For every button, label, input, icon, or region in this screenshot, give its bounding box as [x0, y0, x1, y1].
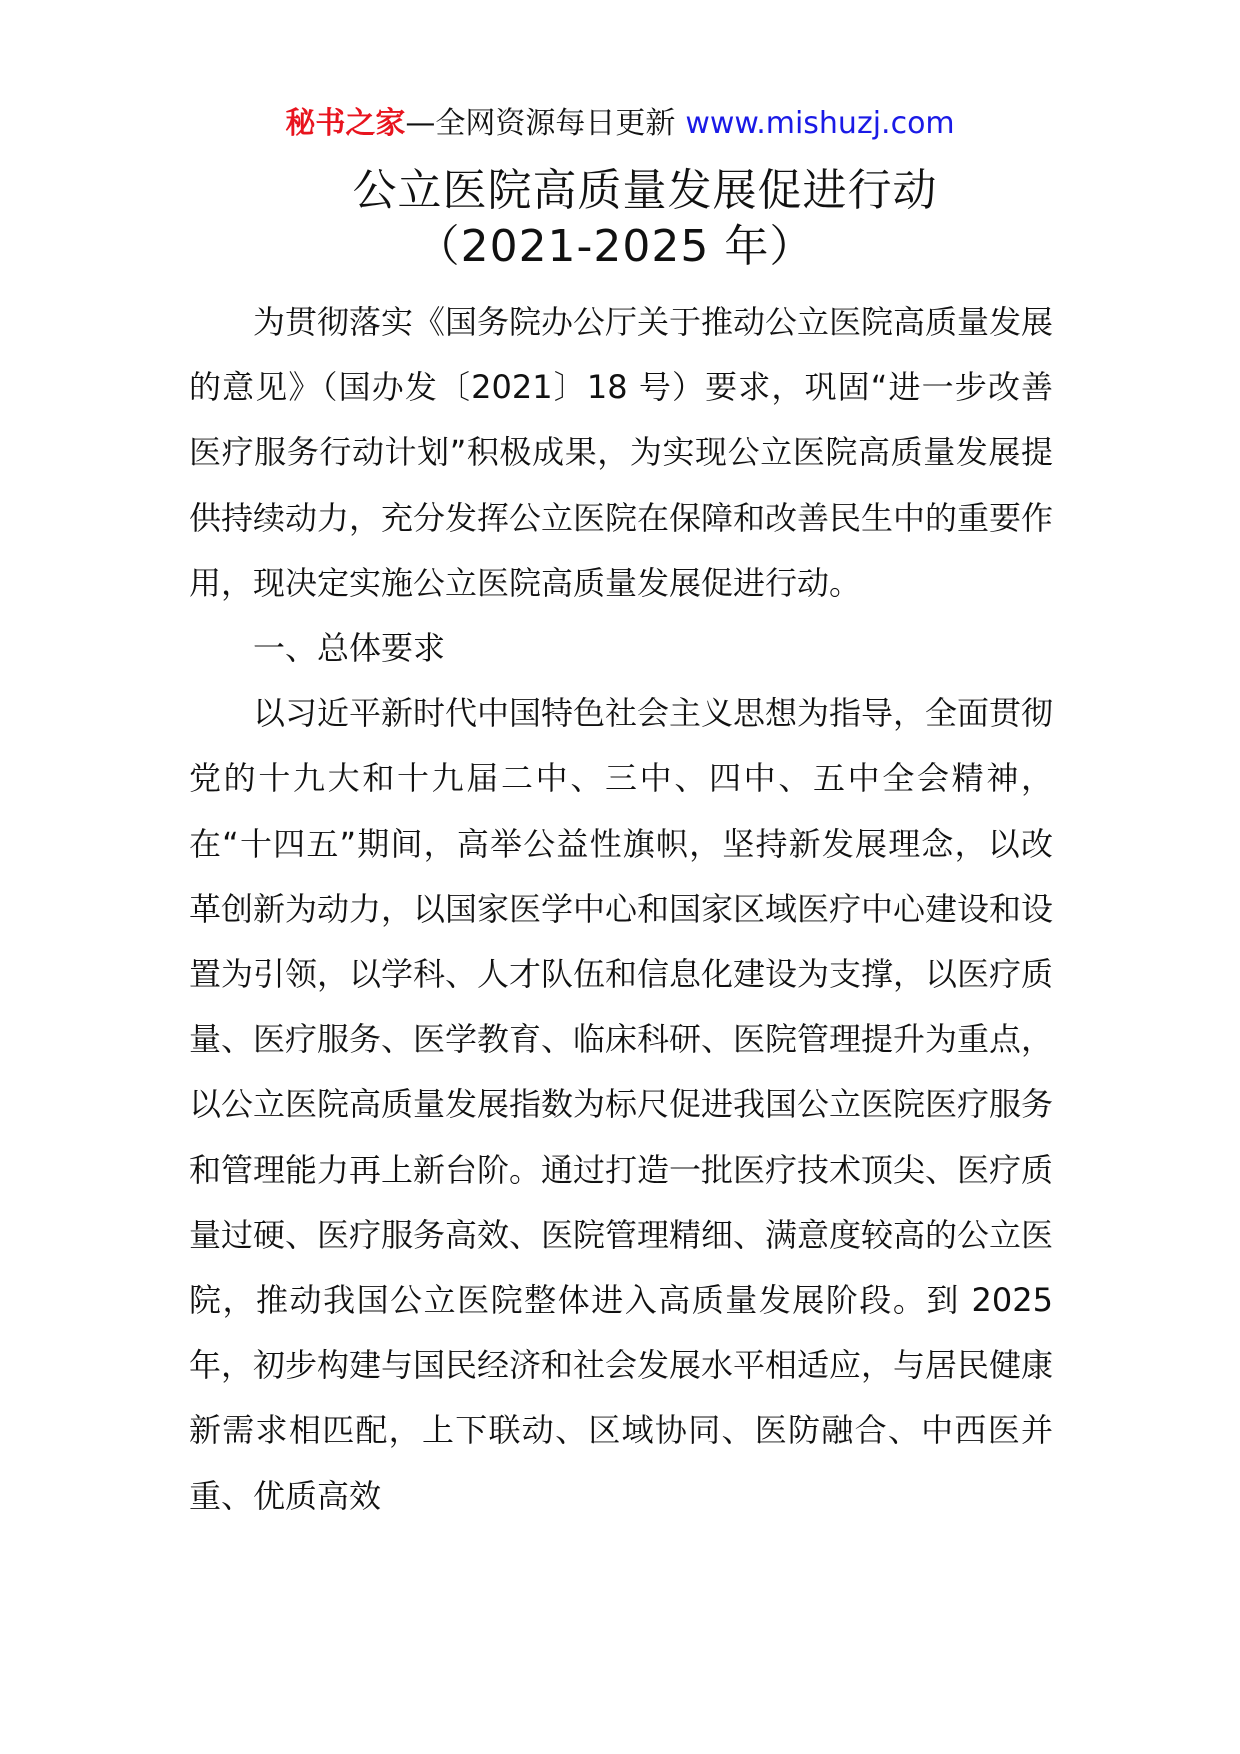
brand-name: 秘书之家 — [285, 106, 406, 141]
document-title — [0, 163, 1240, 275]
site-watermark — [0, 102, 1240, 146]
section-paragraph: 以习近平新时代中国特色社会主义思想为指导，全面贯彻党的十九大和十九届二中、三中、四中、五中全会精神，在“十四五”期间，高举公益性旗帜，坚持新发展理念，以改革创新为动力，以国家医学中心和国家区域医疗中心建设和设置为引领，以学科、人才队伍和信息化建设为支撑，以医疗质量、医疗服务、医学教育、临床科研、医院管理提升为重点，以公立医院高质量发展指数为标尺促进我国公立医院医疗服务和管理能力再上新台阶。通过打造一批医疗技术顶尖、医疗质量过硬、医疗服务高效、医院管理精细、满意度较高的公立医院，推动我国公立医院整体进入高质量发展阶段。到 2025 年，初步构建与国民经济和社会发展水平相适应，与居民健康新需求相匹配，上下联动、区域协同、医防融合、中西医并重、优质高效 — [189, 694, 1054, 1515]
intro-paragraph: 为贯彻落实《国务院办公厅关于推动公立医院高质量发展的意见》（国办发〔2021〕18 号）要求，巩固“进一步改善医疗服务行动计划”积极成果，为实现公立医院高质量发展提供持续动力，充分发挥公立医院在保障和改善民生中的重要作用，现决定实施公立医院高质量发展促进行动。 — [189, 303, 1054, 602]
brand-slogan: —全网资源每日更新 — [405, 106, 676, 141]
section-heading: 一、总体要求 — [253, 629, 446, 668]
title-period: （2021-2025 年） — [415, 221, 815, 272]
site-url-link[interactable]: www.mishuzj.com — [685, 106, 955, 141]
title-main: 公立医院高质量发展促进行动 — [352, 165, 938, 216]
document-body — [189, 290, 1053, 1529]
